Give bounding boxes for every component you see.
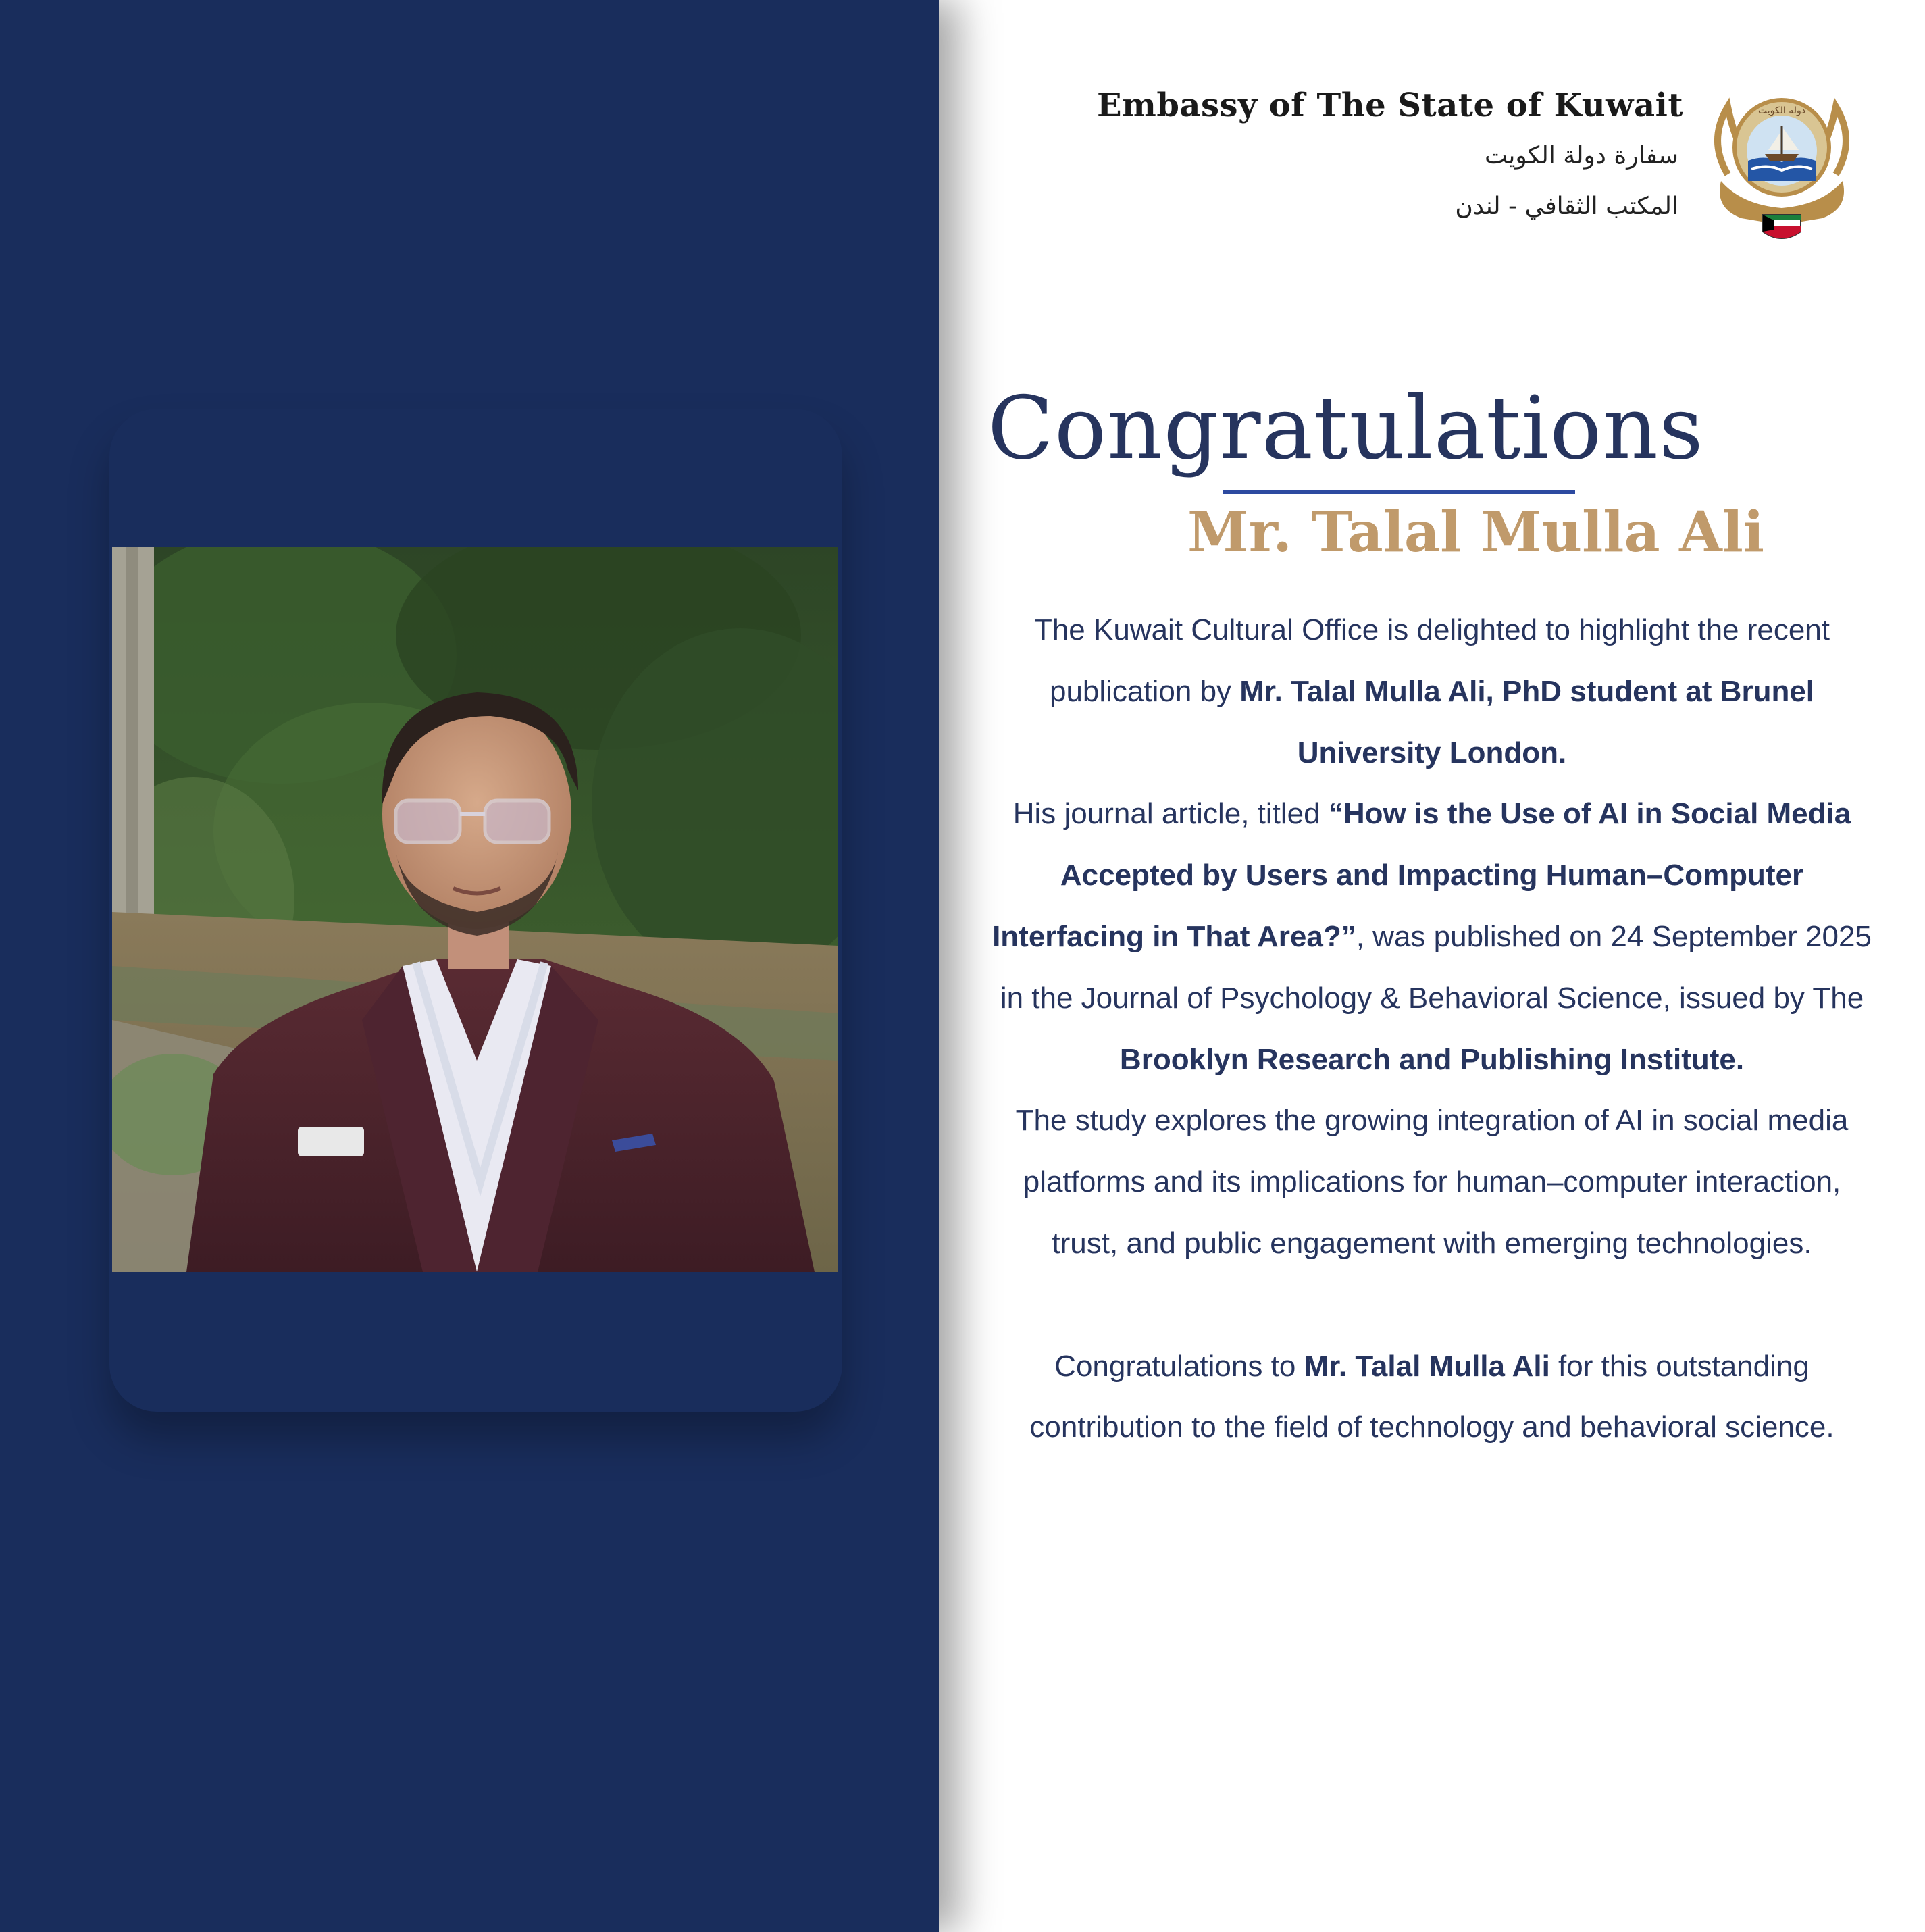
embassy-title: Embassy of The State of Kuwait [1096, 86, 1683, 124]
spacer [986, 1275, 1878, 1336]
arabic-embassy-name: سفارة دولة الكويت [1485, 142, 1678, 170]
portrait-photo [112, 547, 838, 1272]
portrait-photo-illustration [112, 547, 838, 1272]
paragraph-congratulations: Congratulations to Mr. Talal Mulla Ali for this outstanding contribution to the field of technology and behavioral science. [1029, 1349, 1834, 1444]
left-panel [0, 0, 939, 1932]
paragraph-article: His journal article, titled “How is the Use of AI in Social Media Accepted by Users and Impacting Human–Computer Interfacing in That Area?”, was published on 24 September 2025 in the Journal of Psychology & Behavioral Science, issued by The Brooklyn Research and Publishing Institute. [992, 797, 1872, 1076]
arabic-office-name: المكتب الثقافي - لندن [1455, 193, 1678, 220]
emblem-text: دولة الكويت [1758, 105, 1805, 116]
title-underline [1223, 490, 1575, 494]
kuwait-emblem-icon [1701, 80, 1863, 245]
page-title: Congratulations [987, 378, 1704, 479]
right-panel [939, 0, 1925, 1932]
honoree-name: Mr. Talal Mulla Ali [1187, 500, 1765, 565]
paragraph-study: The study explores the growing integration of AI in social media platforms and its implications for human–computer interaction, trust, and public engagement with emerging technologies. [1015, 1104, 1849, 1260]
announcement-body [986, 600, 1878, 1458]
header [939, 0, 1925, 270]
paragraph-publication: The Kuwait Cultural Office is delighted to highlight the recent publication by Mr. Talal Mulla Ali, PhD student at Brunel University London. [1033, 613, 1830, 769]
